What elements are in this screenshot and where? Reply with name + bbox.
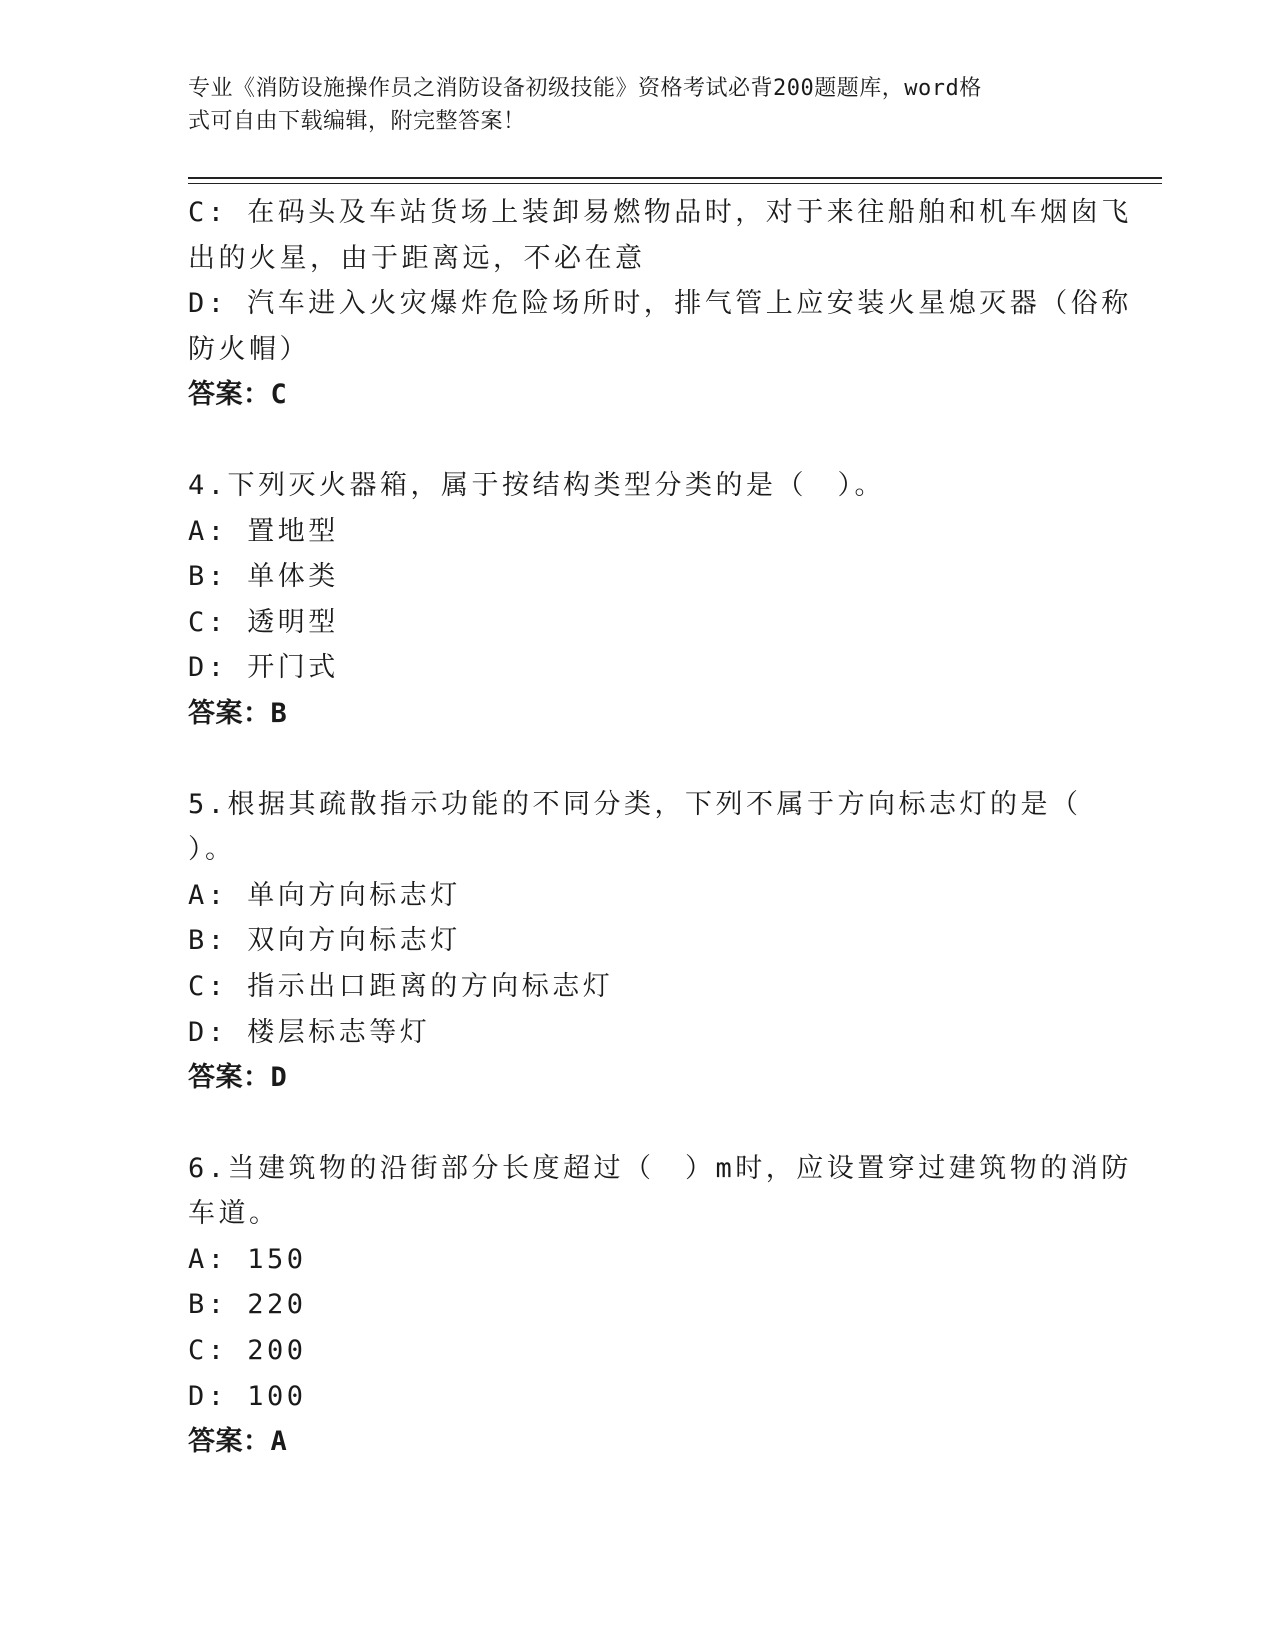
option-b: B: 220 [188, 1289, 307, 1321]
question-text-line-1: 6.当建筑物的沿街部分长度超过（ ）m时，应设置穿过建筑物的消防 [188, 1152, 1132, 1184]
option-b: B: 单体类 [188, 561, 339, 593]
option-a: A: 置地型 [188, 515, 339, 547]
answer: 答案：C [188, 379, 288, 411]
document-header [188, 72, 1068, 138]
question-5 [188, 782, 1088, 1101]
question-text: 4.下列灭火器箱，属于按结构类型分类的是（ ）。 [188, 469, 886, 501]
question-text-line-2: 车道。 [188, 1198, 280, 1230]
option-d-line-2: 防火帽） [188, 333, 310, 365]
option-c: C: 200 [188, 1335, 307, 1367]
option-d-line-1: D: 汽车进入火灾爆炸危险场所时，排气管上应安装火星熄灭器（俗称 [188, 288, 1132, 320]
answer: 答案：A [188, 1426, 288, 1458]
option-c: C: 指示出口距离的方向标志灯 [188, 970, 614, 1002]
option-d: D: 楼层标志等灯 [188, 1016, 431, 1048]
question-3 [188, 190, 1132, 418]
option-c-line-1: C: 在码头及车站货场上装卸易燃物品时，对于来往船舶和机车烟囱飞 [188, 197, 1132, 228]
option-c-line-2: 出的火星，由于距离远，不必在意 [188, 242, 646, 274]
question-4 [188, 463, 1088, 737]
header-line-2: 式可自由下载编辑，附完整答案！ [188, 109, 526, 134]
question-list [188, 190, 1132, 1465]
header-line-1: 专业《消防设施操作员之消防设备初级技能》资格考试必背200题题库，word格 [188, 76, 982, 101]
header-divider-thick [188, 177, 1162, 179]
spacer [188, 418, 1088, 463]
option-d: D: 100 [188, 1380, 307, 1412]
answer: 答案：B [188, 697, 288, 729]
option-d: D: 开门式 [188, 652, 339, 684]
answer: 答案：D [188, 1062, 288, 1094]
spacer [188, 1101, 1088, 1146]
option-a: A: 150 [188, 1243, 307, 1275]
question-text-line-1: 5.根据其疏散指示功能的不同分类，下列不属于方向标志灯的是（ [188, 788, 1082, 820]
option-b: B: 双向方向标志灯 [188, 925, 461, 957]
option-c: C: 透明型 [188, 606, 339, 638]
header-divider-thin [188, 183, 1162, 184]
spacer [188, 737, 1088, 782]
question-6 [188, 1146, 1132, 1465]
question-text-line-2: ）。 [188, 834, 236, 866]
option-a: A: 单向方向标志灯 [188, 879, 461, 911]
